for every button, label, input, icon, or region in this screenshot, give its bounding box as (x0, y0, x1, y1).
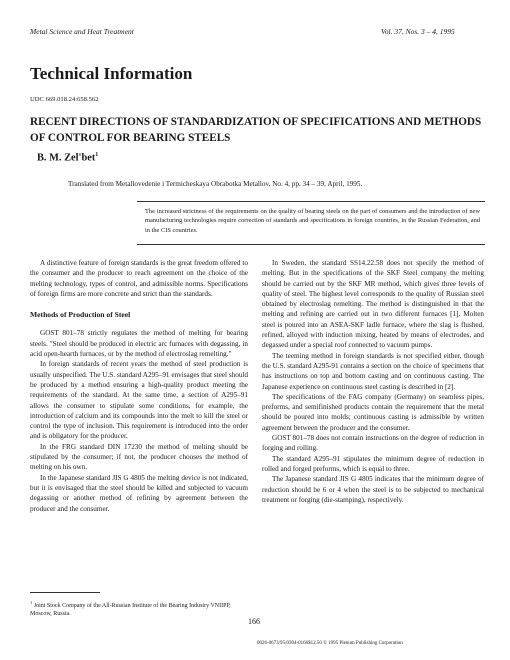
subheading: Methods of Production of Steel (30, 310, 131, 320)
paragraph: In the Japanese standard JIS G 4805 the melting device is not indicated, but it is envisaged that the steel should be killed and subjected to vacuum degassing or another method of refining by agreement between the producer and the consumer. (30, 473, 248, 513)
paragraph: The standard A295–91 stipulates the minimum degree of reduction in rolled and forged preforms, which is equal to three. (262, 454, 484, 473)
article-title: RECENT DIRECTIONS OF STANDARDIZATION OF SPECIFICATIONS AND METHODS OF CONTROL FOR BEARING STEELS (30, 116, 482, 144)
paragraph: The Japanese standard JIS G 4805 indicates that the minimum degree of reduction should be 6 or 4 when the steel is to be subjected to mechanical treatment or forging (die-stamping), respectively. (262, 475, 484, 504)
author-line (37, 152, 98, 163)
copyright-line: 0026-0673/95/0304-0166$12.50 © 1995 Plenum Publishing Corporation (257, 641, 403, 646)
footnote (30, 599, 248, 618)
paragraph: The teeming method in foreign standards is not specified either, though the U.S. standard A295-91 contains a section on the choice of specimens that has instructions on top and bottom casting and on continuous casting. The Japanese experience on continuous steel casting is described in [2]. (262, 351, 484, 391)
udc-code: UDC 669.018.24:658.562 (30, 96, 99, 103)
paragraph: GOST 801–78 does not contain instructions on the degree of reduction in forging and rolling. (262, 434, 484, 453)
author-name: B. M. Zel'bet (37, 152, 96, 164)
abstract: The increased strictness of the requirements on the quality of bearing steels on the part of consumers and the introduction of new manufacturing technologies require correction of standards and specifications in foreign countries, in the Russian Federation, and in the CIS countries. (145, 208, 480, 234)
translation-note: Translated from Metallovedenie i Termicheskaya Obrabotka Metallov, No. 4, pp. 34 – 39, April, 1995. (68, 180, 363, 188)
footnote-rule (30, 592, 100, 593)
footnote-text: Joint Stock Company of the All-Russian Institute of the Bearing Industry VNIIPP, Moscow, Russia. (30, 603, 231, 618)
column-right (262, 258, 484, 505)
footnote-mark: 1 (30, 600, 33, 605)
author-footnote-mark: 1 (95, 152, 99, 158)
journal-volume: Vol. 37, Nos. 3 – 4, 1995 (381, 27, 455, 36)
paragraph: GOST 801–78 strictly regulates the method of melting for bearing steels. "Steel should be produced in electric arc furnaces with degassing, in acid open-hearth furnaces, or by the method of electroslag remelting." (30, 329, 248, 359)
paragraph: In foreign standards of recent years the method of steel production is usually unspecified. The U.S. standard A295–91 envisages that steel should be produced by a method ensuring a high-quality product meeting the requirements of the standard. At the same time, a section of A295–91 allows the consumer to stipulate some conditions, for example, the introduction of calcium and its compounds into the melt to kill the steel or control the type of inclusion. This requirement is introduced into the order and is obligatory for the producer. (30, 360, 248, 441)
page-number: 166 (248, 617, 260, 626)
paragraph: In the FRG standard DIN 17230 the method of melting should be stipulated by the consumer; if not, the producer chooses the method of melting on his own. (30, 442, 248, 472)
journal-name: Metal Science and Heat Treatment (30, 27, 134, 36)
paragraph: A distinctive feature of foreign standards is the great freedom offered to the consumer and the producer to reach agreement on the choice of the melting technology, types of control, and admissible norms. Specifications of foreign firms are more concrete and strict than the standards. (30, 259, 248, 298)
abstract-bottom-rule (137, 244, 485, 245)
section-title: Technical Information (30, 64, 193, 83)
abstract-top-rule (137, 201, 485, 202)
paragraph: In Sweden, the standard SS14.22.58 does not specify the method of melting. But in the specifications of the SKF Steel company the melting should be carried out by the SKF MR method, which gives three levels of quality of steel. The highest level corresponds to the quality of Russian steel obtained by electroslag remelting. The method is distinguished in that the melting and refining are carried out in two different furnaces [1]. Molten steel is poured into an ASEA-SKF ladle furnace, where the slag is flushed, refined, alloyed with induction mixing, heated by means of electrodes, and degassed under a special roof connected to vacuum pumps. (262, 259, 484, 350)
column-left (30, 258, 248, 514)
paragraph: The specifications of the FAG company (Germany) on seamless pipes, preforms, and semifinished products contain the requirement that the metal should be poured into molds; continuous casting is admissible by written agreement between the producer and the consumer. (262, 392, 484, 432)
